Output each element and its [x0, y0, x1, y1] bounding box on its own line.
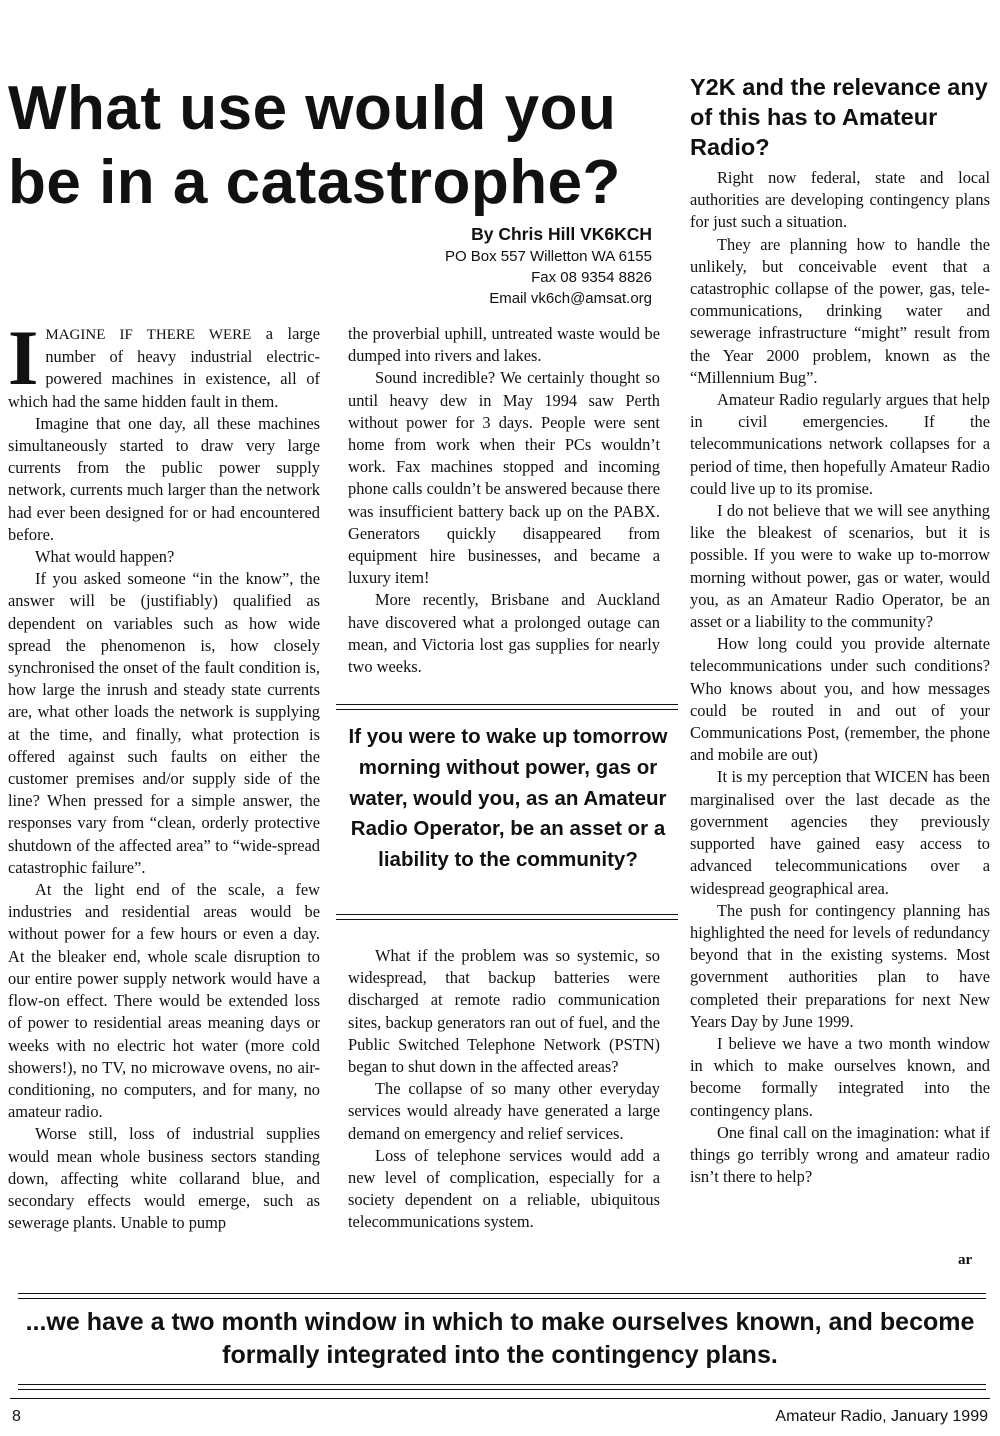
bottom-quote-rule-top	[18, 1293, 986, 1299]
author-email: Email vk6ch@amsat.org	[489, 290, 652, 307]
article-column-2-top	[348, 323, 660, 678]
author-name: By Chris Hill VK6KCH	[471, 224, 652, 244]
article-paragraph: It is my perception that WICEN has been marginalised over the last decade as the government agencies they previously supported have gained easy access to advanced telecommunications over a widespread geographical area.	[690, 767, 990, 898]
article-paragraph: Sound incredible? We certainly thought so until heavy dew in May 1994 saw Perth without power for 3 days. People were sent home from work when their PCs wouldn’t work. Fax machines stopped and incoming phone calls couldn’t be answered because there was insufficient battery back up on the PABX. Generators quickly disappeared from equipment hire businesses, and became a luxury item!	[348, 368, 660, 588]
byline	[360, 222, 652, 309]
pull-quote-rule-bottom	[336, 914, 678, 920]
lead-in: MAGINE IF THERE WERE	[45, 327, 252, 343]
lead-paragraph-text: a large number of heavy industrial electric-powered machines in existence, all of which had the same hidden fault in them.	[8, 324, 320, 411]
article-paragraph: the proverbial uphill, untreated waste would be dumped into rivers and lakes.	[348, 324, 660, 366]
article-paragraph: Loss of telephone services would add a new level of complication, especially for a society dependent on a reliable, ubiquitous telecommunications system.	[348, 1145, 660, 1232]
article-column-2-bottom	[348, 945, 660, 1234]
article-signoff: ar	[958, 1252, 973, 1268]
article-paragraph: Imagine that one day, all these machines simultaneously started to draw very large currents from the public power supply network, currents much larger than the network had ever been designed for or had encountered before.	[8, 413, 320, 544]
article-column-1	[8, 314, 320, 1234]
footer-rule	[10, 1398, 990, 1399]
article-paragraph: I do not believe that we will see anything like the bleakest of scenarios, but it is possible. If you were to wake up to-morrow morning without power, gas or water, would you, as an Amateur Radio Operator, be an asset or a liability to the community?	[690, 501, 990, 632]
article-column-3	[690, 167, 990, 1188]
author-fax: Fax 08 9354 8826	[531, 269, 652, 286]
drop-cap: I	[8, 314, 39, 401]
article-paragraph: What would happen?	[35, 547, 175, 567]
article-paragraph: How long could you provide alternate telecommunications under such conditions? Who knows about you, and how messages could be routed in and out of your Communications Post, (remember, the phone and mobile are out)	[690, 634, 990, 765]
article-paragraph: What if the problem was so systemic, so widespread, that backup batteries were discharged at remote radio communication sites, backup generators ran out of fuel, and the Public Switched Telephone Network (PSTN) began to shut down in the affected areas?	[348, 946, 660, 1077]
article-paragraph: If you asked someone “in the know”, the answer will be (justifiably) qualified as dependent on variables such as how wide spread the phenomenon is, how closely synchronised the onset of the fault condition is, how large the inrush and steady state currents are, what other loads the network is supplying at the time, and finally, what protection is offered against such faults on either the customer premises and/or supply side of the line? When pressed for a simple answer, the responses vary from “clean, orderly protective shutdown of the affected area” to “wide-spread catastrophic failure”.	[8, 569, 320, 877]
article-paragraph: I believe we have a two month window in which to make ourselves known, and become formally integrated into the contingency plans.	[690, 1033, 990, 1120]
article-paragraph: They are planning how to handle the unlikely, but conceivable event that a catastrophic collapse of the power, gas, tele-communications, drinking water and sewerage infrastructure “might” result from the Year 2000 problem, known as the “Millennium Bug”.	[690, 234, 990, 387]
publication-info: Amateur Radio, January 1999	[775, 1408, 988, 1425]
bottom-quote-rule-bottom	[18, 1384, 986, 1390]
article-paragraph: The push for contingency planning has highlighted the need for levels of redundancy beyond that in the existing systems. Most government authorities plan to have completed their preparations for next New Years Day by June 1999.	[690, 900, 990, 1031]
article-paragraph: Amateur Radio regularly argues that help in civil emergencies. If the telecommunications network collapses for a period of time, then hopefully Amateur Radio could live up to its promise.	[690, 390, 990, 498]
bottom-pull-quote: ...we have a two month window in which to make ourselves known, and become formally integrated into the contingency plans.	[25, 1308, 975, 1369]
article-paragraph: More recently, Brisbane and Auckland have discovered what a prolonged outage can mean, and Victoria lost gas supplies for nearly two weeks.	[348, 590, 660, 677]
article-paragraph	[8, 314, 320, 413]
article-paragraph: Worse still, loss of industrial supplies would mean whole business sectors standing down, affecting white collarand blue, and secondary effects would emerge, such as sewerage plants. Unable to pump	[8, 1124, 320, 1233]
pull-quote-rule-top	[336, 704, 678, 710]
article-paragraph: The collapse of so many other everyday services would already have generated a large demand on emergency and relief services.	[348, 1079, 660, 1143]
page-number: 8	[12, 1408, 21, 1425]
article-paragraph: Right now federal, state and local authorities are developing contingency plans for just such a situation.	[690, 168, 990, 232]
article-paragraph: One final call on the imagination: what if things go terribly wrong and amateur radio isn’t there to help?	[690, 1122, 990, 1187]
sidebar-heading: Y2K and the relevance any of this has to Amateur Radio?	[690, 74, 988, 160]
pull-quote: If you were to wake up tomorrow morning without power, gas or water, would you, as an Amateur Radio Operator, be an asset or a liability to the community?	[348, 725, 668, 872]
article-paragraph: At the light end of the scale, a few industries and residential areas would be without power for a few hours or even a day. At the bleaker end, whole scale disruption to our entire power supply network would have a flow-on effect. There would be extended loss of power to residential areas meaning days or weeks with no electric hot water (more cold showers!), no TV, no microwave ovens, no air-conditioning, no computers, and for many, no amateur radio.	[8, 880, 320, 1122]
author-address: PO Box 557 Willetton WA 6155	[444, 248, 652, 265]
article-title: What use would you be in a catastrophe?	[8, 74, 621, 217]
